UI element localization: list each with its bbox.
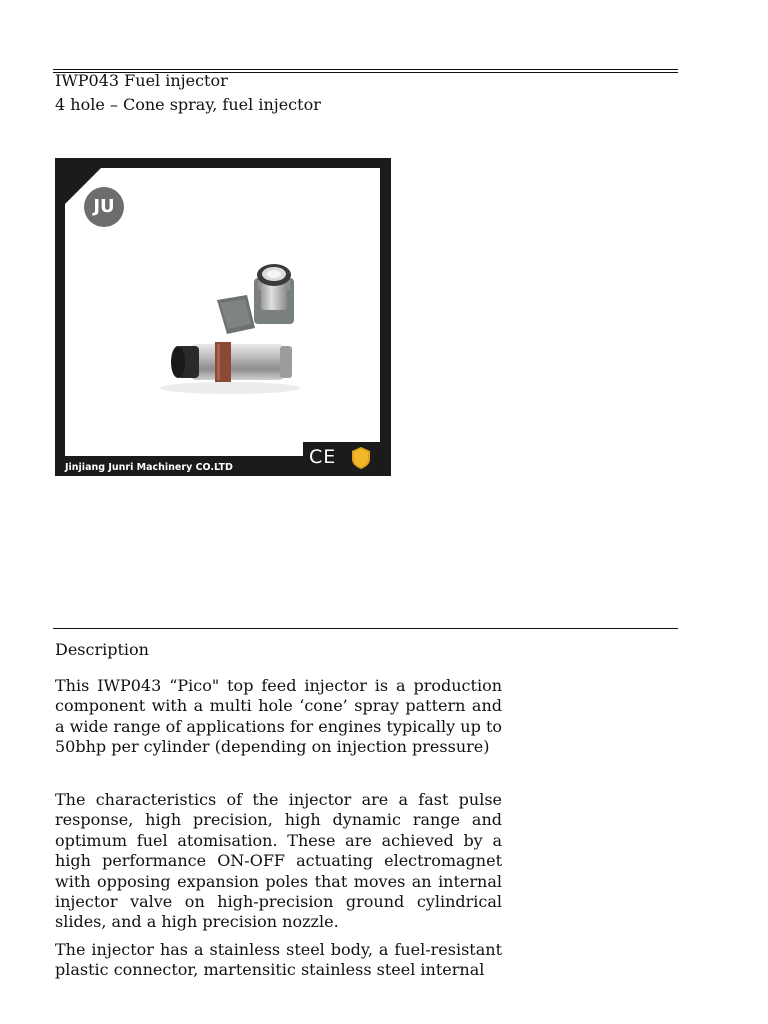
product-photo: [55, 158, 391, 476]
company-caption: Jinjiang Junri Machinery CO.LTD: [65, 462, 233, 473]
shield-icon: [351, 446, 371, 470]
description-paragraph-2: The characteristics of the injector are a fast pulse response, high precision, high dynamic range and optimum fuel atomisation. These are achieved by a high performance ON-OFF actuating electromagnet with opposing expansion poles that moves an internal injector valve on high-precision ground cylindrical slides, and a high precision nozzle.: [55, 790, 502, 932]
brand-logo-icon: [84, 187, 124, 227]
section-divider: [53, 628, 678, 629]
photo-white-area: [65, 168, 380, 456]
ce-mark: CE: [309, 446, 337, 468]
certification-box: [303, 442, 381, 476]
description-heading: Description: [55, 640, 149, 659]
product-title: IWP043 Fuel injector: [55, 71, 228, 90]
brand-logo-text: JU: [93, 196, 115, 217]
description-paragraph-3: The injector has a stainless steel body, a fuel-resistant plastic connector, martensitic stainless steel internal: [55, 940, 502, 980]
description-paragraph-1: This IWP043 “Pico" top feed injector is a production component with a multi hole ‘cone’ spray pattern and a wide range of applications for engines typically up to 50bhp per cylinder (depending on injection pressure): [55, 676, 502, 757]
product-subtitle: 4 hole – Cone spray, fuel injector: [55, 95, 321, 114]
